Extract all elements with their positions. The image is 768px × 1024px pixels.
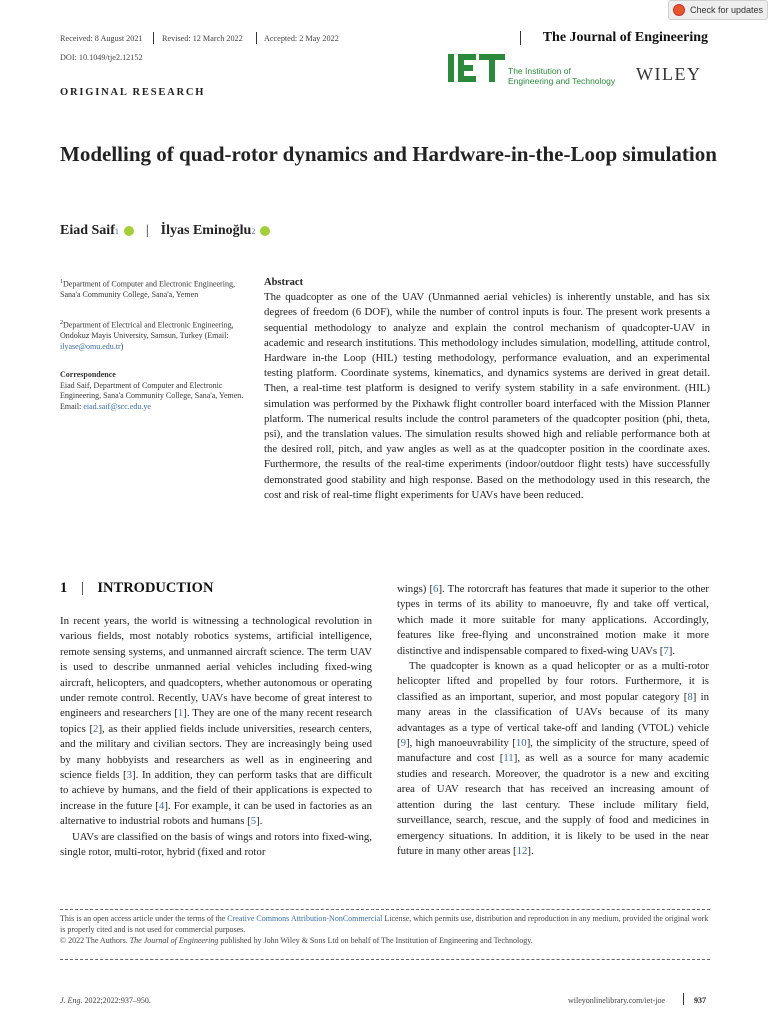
- article-type: ORIGINAL RESEARCH: [60, 87, 206, 98]
- abstract-text: The quadcopter as one of the UAV (Unmanned aerial vehicles) is inherently unstable, and has six degrees of freedom (6 DOF), while the number of control inputs is four. The present work presents a sequential methodology to analyze and explain the control mechanism of quadcopter-UAV in academic and research institutions. This methodology includes simulation, modelling, attitude control, Hardware in-the Loop (HIL) testing methodology, performance evaluation, and an experimental testing platform. Coordinate systems, kinematics, and dynamics systems are derived in great detail. Then, a real-time test platform is designed to verify system stability in a safe environment. (HIL) simulation was performed by the Pixhawk flight controller board interfaced with the Mission Planner platform. The numerical results include the control parameters of the quadcopter position (phi, theta, psi), and the translation values. The simulation results showed high and reliable performance both at the desired roll, pitch, and yaw angles as well as at the quadcopter position in the coordinate axes. Furthermore, the results of the real-time experiments (indoor/outdoor flight tests) have successfully demonstrated good stability and high response. Based on the methodology used in this research, the cost and risk of real-time flight experiments for UAVs have been reduced.: [264, 291, 710, 501]
- author-separator: |: [145, 223, 149, 238]
- article-title: Modelling of quad-rotor dynamics and Hardware-in-the-Loop simulation: [60, 142, 717, 166]
- citation-link[interactable]: 3: [126, 769, 133, 782]
- section-heading: [60, 580, 213, 597]
- author-affiliation-mark: 1: [114, 226, 119, 236]
- abstract: [264, 275, 710, 503]
- accepted-date: Accepted: 2 May 2022: [264, 34, 339, 43]
- citation-link[interactable]: 1: [177, 707, 184, 720]
- section-title: INTRODUCTION: [97, 580, 214, 596]
- check-for-updates-label: Check for updates: [690, 5, 764, 15]
- footer-url[interactable]: wileyonlinelibrary.com/iet-joe: [568, 996, 666, 1005]
- author-name[interactable]: Eiad Saif: [60, 223, 115, 238]
- affiliation-1: [60, 277, 250, 301]
- paragraph: wings) [6]. The rotorcraft has features that made it superior to the other types in terms of its ability to manoeuvre, fly and take off vertical, which made it more suitable for many applications. Accordingly, features like free-flying and unconstrained motion make it more distinctive and indispensable compared to fixed-wing UAVs [7].: [397, 583, 709, 657]
- citation-link[interactable]: 2: [93, 722, 99, 735]
- citation-link[interactable]: 10: [515, 737, 527, 750]
- paragraph: In recent years, the world is witnessing a technological revolution in various fields, most notably robotics systems, artificial intelligence, remote sensing systems, and unmanned aircraft science. The term UAV is used to describe unmanned aerial vehicles including fixed-wing aircraft, helicopters, and quadcopters, whether autonomous or operating under remote control. Recently, UAVs have become of great interest to engineers and researchers [1]. They are one of the many recent research topics [2], as their applied fields include universities, research centers, and the military and civilian sectors. They are increasingly being used by many hobbyists and researchers as well as in engineering and science fields [3]. In addition, they can perform tasks that are difficult to achieve by humans, and the field of their applications is expected to increase in the future [4]. For example, it can be used in factories as an alternative to industrial robots and humans [5].: [60, 615, 373, 828]
- journal-divider: [520, 31, 521, 45]
- citation-link[interactable]: 7: [663, 644, 669, 657]
- doi[interactable]: DOI: 10.1049/tje2.12152: [60, 53, 143, 62]
- section-number: 1: [60, 580, 68, 596]
- iet-name-line2: Engineering and Technology: [508, 76, 616, 86]
- citation-link[interactable]: 12: [516, 844, 528, 857]
- license-notice: This is an open access article under the terms of the Creative Commons Attribution-NonCommercial License, which permits use, distribution and reproduction in any medium, provided the original work is properly cited and is not used for commercial purposes. © 2022 The Authors. The Journal of Engineering published by John Wiley & Sons Ltd on behalf of The Institution of Engineering and Technology.: [60, 914, 709, 945]
- email-close: ): [120, 341, 124, 351]
- citation-link[interactable]: 6: [433, 583, 439, 595]
- section-separator: |: [80, 580, 84, 596]
- author-name[interactable]: İlyas Eminoğlu: [160, 223, 252, 238]
- orcid-icon[interactable]: [124, 226, 134, 236]
- license-divider: [60, 959, 710, 960]
- correspondence-text: Eiad Saif, Department of Computer and Electronic Engineering, Sana'a Community College, Sana'a, Yemen.: [60, 380, 244, 400]
- license-link[interactable]: Creative Commons Attribution-NonCommercial: [227, 914, 383, 923]
- citation-link[interactable]: 4: [158, 799, 165, 812]
- received-date: Received: 8 August 2021: [60, 34, 143, 43]
- author-list: [60, 223, 270, 239]
- header-divider: [256, 32, 257, 44]
- body-column-left: [60, 614, 372, 861]
- affiliation-text: Department of Computer and Electronic Engineering, Sana'a Community College, Sana'a, Yemen: [60, 279, 235, 300]
- journal-name: The Journal of Engineering: [542, 30, 708, 45]
- correspondence-heading: Correspondence: [60, 370, 116, 379]
- header-divider: [153, 32, 154, 44]
- revised-date: Revised: 12 March 2022: [162, 34, 243, 43]
- paragraph: The quadcopter is known as a quad helicopter or as a multi-rotor helicopter lifted and propelled by four rotors. Furthermore, it is classified as an important, superior, and most popular category [8] in many areas in the classification of UAVs because of its many advantages as a type of vertical take-off and landing (VTOL) vehicle [9], high manoeuvrability [10], the simplicity of the structure, speed of manufacture and cost [11], as well as a source for many academic studies and research. Moreover, the quadrotor is a new and exciting area of UAV research that has received an increasing amount of attention during the last century. These include military field, surveillance, search, rescue, and the supply of food and medicines in emergency situations. In addition, it is likely to be used in the near future in many other areas [12].: [397, 660, 709, 857]
- citation-link[interactable]: 8: [687, 690, 693, 703]
- email-label: (Email:: [204, 331, 229, 341]
- email-link[interactable]: ilyase@omu.edu.tr: [60, 341, 121, 351]
- citation-link[interactable]: 5: [250, 815, 257, 828]
- affiliation-mark: 1: [60, 279, 63, 285]
- affiliation-2: [60, 318, 250, 352]
- citation-link[interactable]: 11: [503, 752, 514, 765]
- abstract-heading: Abstract: [264, 277, 304, 288]
- footer-citation: J. Eng. 2022;2022:937–950.: [60, 996, 151, 1005]
- orcid-icon[interactable]: [260, 226, 270, 236]
- check-for-updates-button[interactable]: [668, 0, 768, 20]
- page-number: 937: [694, 996, 706, 1005]
- citation-link[interactable]: 9: [400, 737, 407, 750]
- affiliation-mark: 2: [60, 320, 63, 326]
- affiliation-text: Department of Electrical and Electronic Engineering, Ondokuz Mayis University, Samsun, Turkey: [60, 320, 234, 341]
- body-column-right: [397, 582, 709, 859]
- license-divider: [60, 909, 710, 910]
- paragraph: UAVs are classified on the basis of wings and rotors into fixed-wing, single rotor, multi-rotor, hybrid (fixed and rotor: [60, 830, 372, 859]
- footer-divider: [683, 993, 684, 1005]
- iet-name-line1: The Institution of: [508, 66, 571, 76]
- email-link[interactable]: eiad.saif@scc.edu.ye: [83, 401, 151, 411]
- iet-name: [508, 66, 615, 86]
- wiley-logo: WILEY: [636, 64, 702, 84]
- iet-logo-icon: [448, 54, 506, 82]
- author-affiliation-mark: 2: [251, 226, 256, 236]
- correspondence: [60, 370, 250, 412]
- email-label: Email:: [60, 401, 82, 411]
- crossmark-icon: [673, 4, 685, 16]
